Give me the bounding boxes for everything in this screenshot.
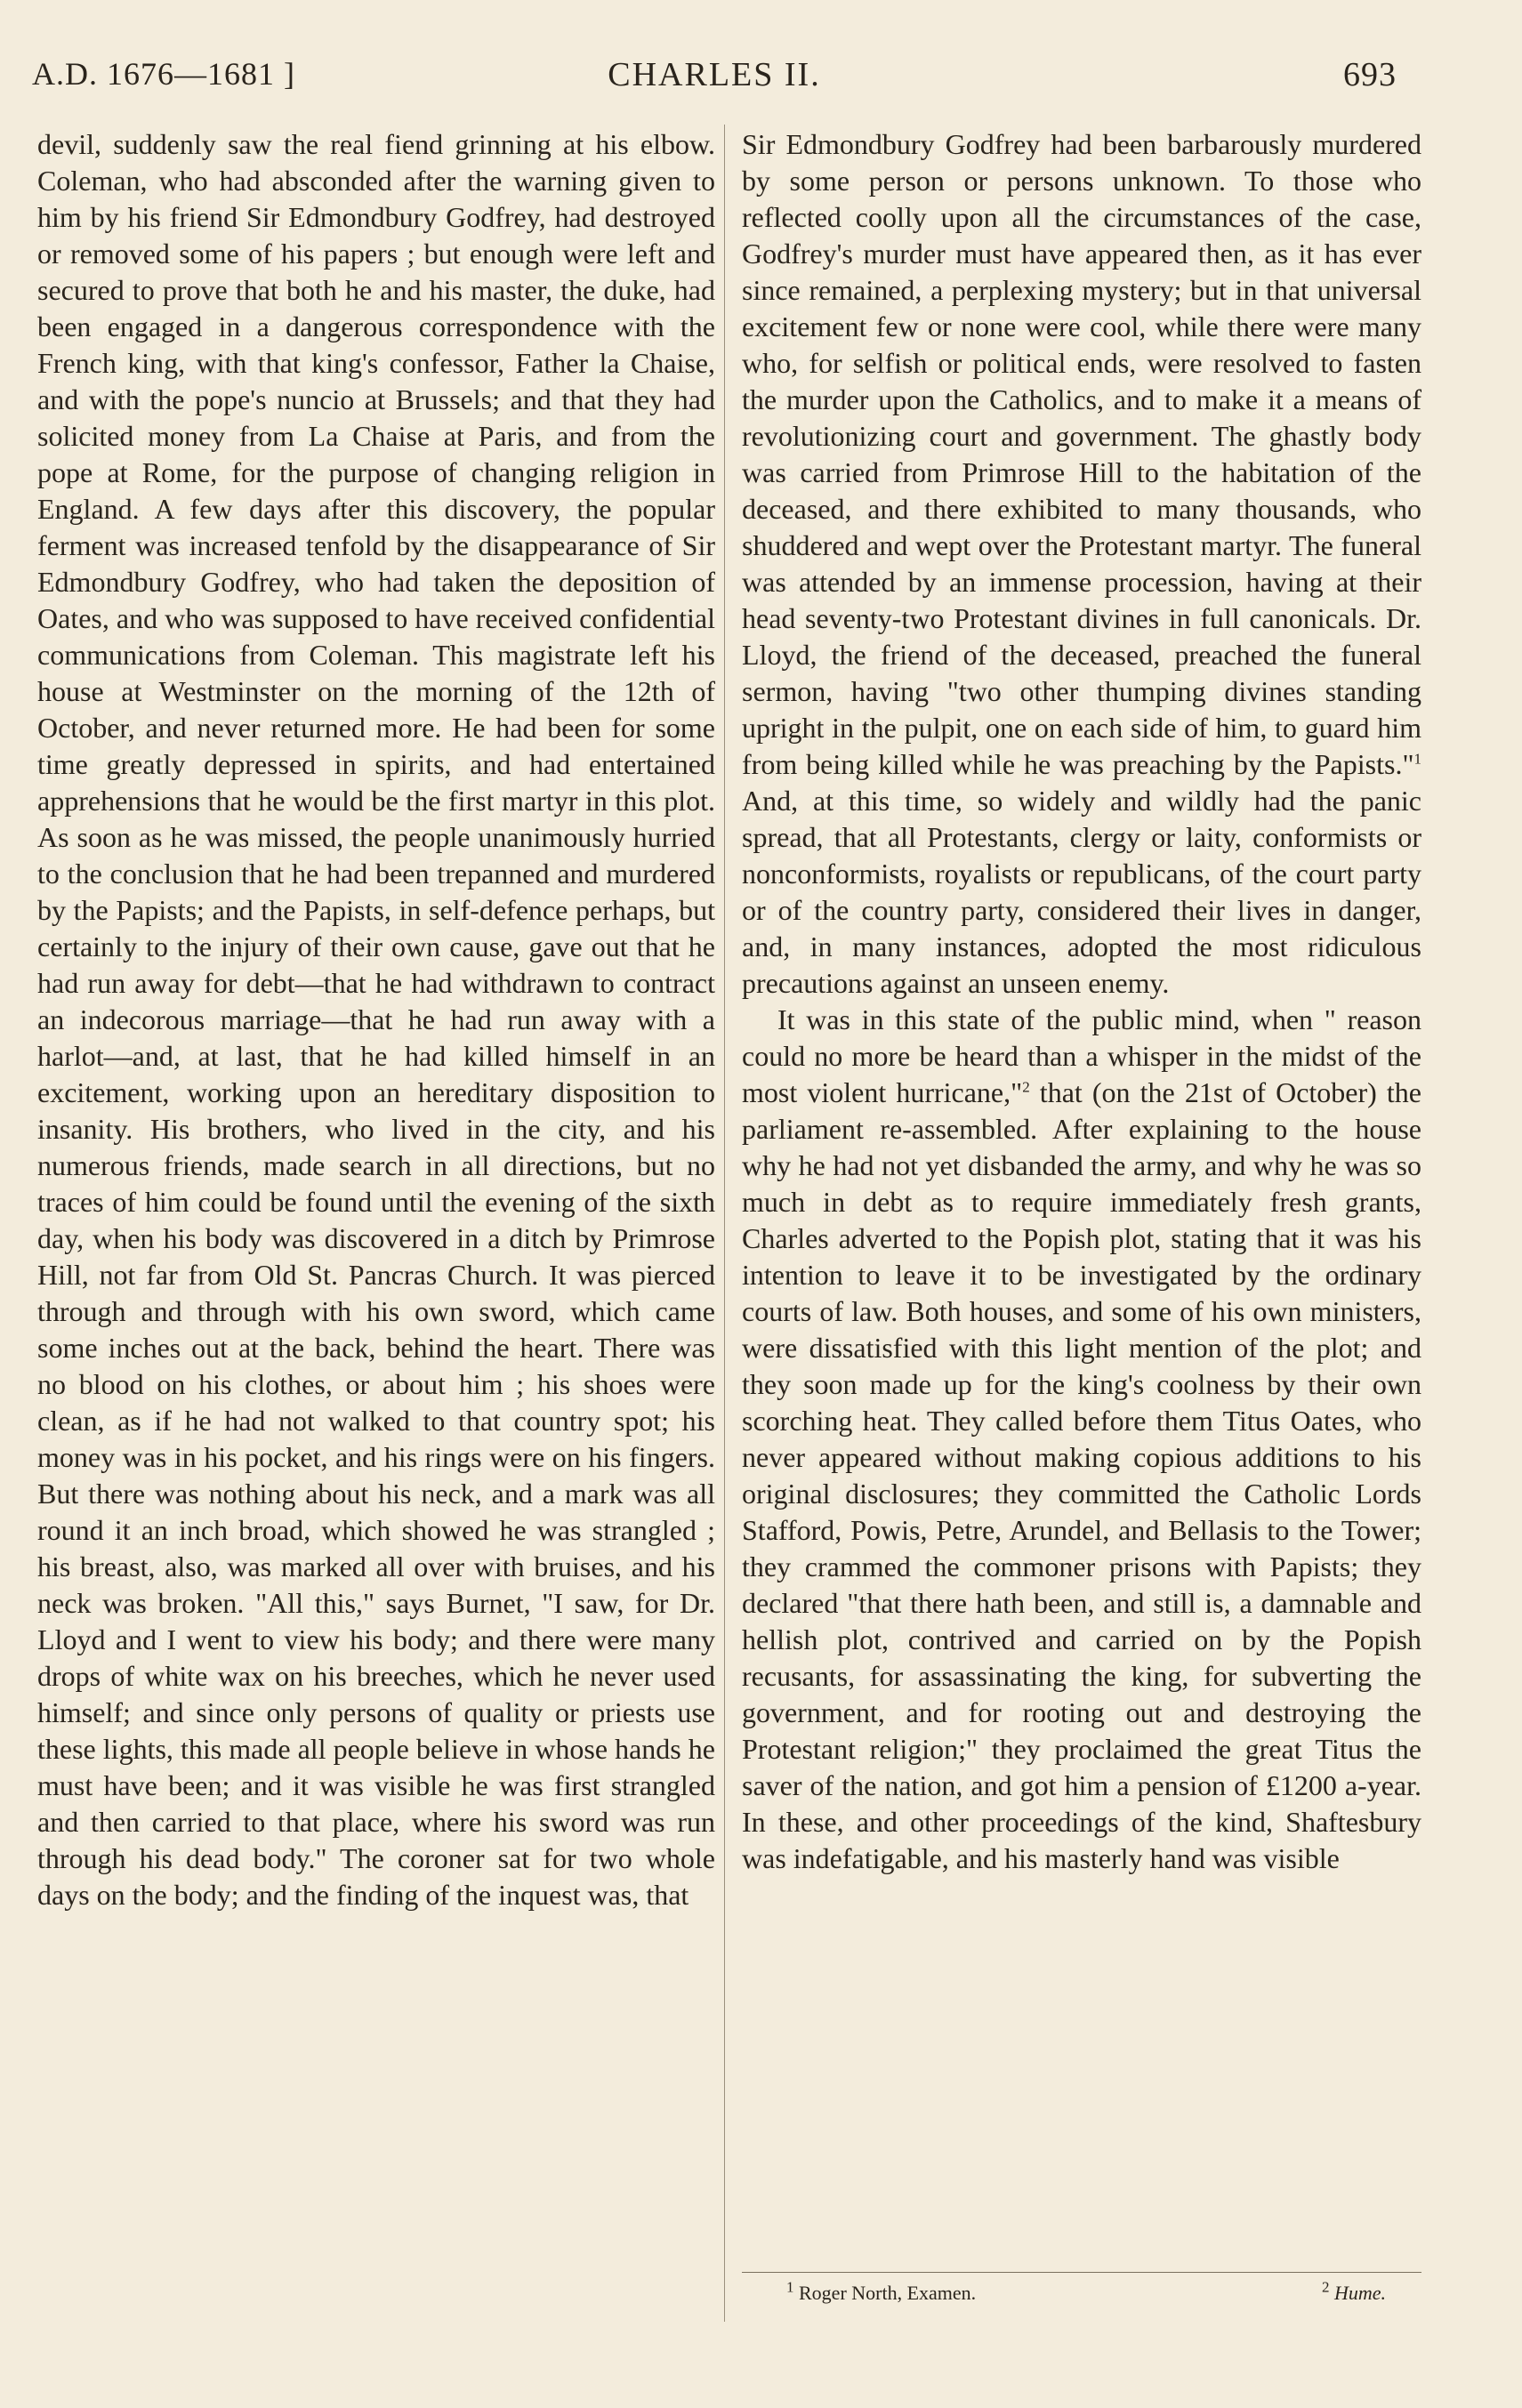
footnote-2-mark: 2 <box>1321 2278 1330 2296</box>
right-paragraph-1-text-b: And, at this time, so widely and wildly had the panic spread, that all Protestants, clergy or laity, conformists or nonconformists, royalists or republicans, of the court party or of the country party, considered their lives in danger, and, in many instances, adopted the most ridiculous precautions against an unseen enemy. <box>742 785 1421 999</box>
date-range: A.D. 1676—1681 ] <box>32 56 295 92</box>
running-header <box>32 55 1397 101</box>
left-column-text: devil, suddenly saw the real fiend grinning at his elbow. Coleman, who had absconded after the warning given to him by his friend Sir Edmondbury Godfrey, had destroyed or removed some of his papers ; but enough were left and secured to prove that both he and his master, the duke, had been engaged in a dangerous correspondence with the French king, with that king's confessor, Father la Chaise, and with the pope's nuncio at Brussels; and that they had solicited money from La Chaise at Paris, and from the pope at Rome, for the purpose of changing religion in England. A few days after this discovery, the popular ferment was increased tenfold by the disappearance of Sir Edmondbury Godfrey, who had taken the deposition of Oates, and who was supposed to have received confidential communications from Coleman. This magistrate left his house at Westminster on the morning of the 12th of October, and never returned more. He had been for some time greatly depressed in spirits, and had entertained apprehensions that he would be the first martyr in this plot. As soon as he was missed, the people unanimously hurried to the conclusion that he had been trepanned and murdered by the Papists; and the Papists, in self-defence perhaps, but certainly to the injury of their own cause, gave out that he had run away for debt—that he had withdrawn to contract an indecorous marriage—that he had run away with a harlot—and, at last, that he had killed himself in an excitement, working upon an hereditary disposition to insanity. His brothers, who lived in the city, and his numerous friends, made search in all directions, but no traces of him could be found until the evening of the sixth day, when his body was discovered in a ditch by Primrose Hill, not far from Old St. Pancras Church. It was pierced through and through with his own sword, which came some inches out at the back, behind the heart. There was no blood on his clothes, or about him ; his shoes were clean, as if he had not walked to that country spot; his money was in his pocket, and his rings were on his fingers. But there was nothing about his neck, and a mark was all round it an inch broad, which showed he was strangled ; his breast, also, was marked all over with bruises, and his neck was broken. "All this," says Burnet, "I saw, for Dr. Lloyd and I went to view his body; and there were many drops of white wax on his breeches, which he never used himself; and since only persons of quality or priests use these lights, this made all people believe in whose hands he must have been; and it was visible he was first strangled and then carried to that place, where his sword was run through his dead body." The coroner sat for two whole days on the body; and the finding of the inquest was, that <box>37 128 715 1911</box>
running-title: CHARLES II. <box>608 56 821 93</box>
footnote-1-text: Roger North, Examen. <box>799 2282 977 2304</box>
page-number: 693 <box>1343 56 1397 93</box>
footnote-rule <box>742 2272 1421 2273</box>
right-column <box>742 126 1421 1877</box>
footnote-ref-2: 2 <box>1022 1078 1030 1096</box>
right-paragraph-2-text-a: It was in this state of the public mind, when " reason could no more be heard than a whisper in the midst of the most violent hurricane," <box>742 1003 1421 1108</box>
column-divider <box>724 125 725 2322</box>
footnote-2-text: Hume. <box>1333 2282 1386 2304</box>
left-column <box>37 126 715 1913</box>
right-paragraph-1 <box>742 126 1421 1002</box>
footnote-1 <box>786 2278 977 2306</box>
right-paragraph-2-text-b: that (on the 21st of October) the parliament re-assembled. After explaining to the house why he had not yet disbanded the army, and why he was so much in debt as to require immediately fresh grants, Charles adverted to the Popish plot, stating that it was his intention to leave it to be investigated by the ordinary courts of law. Both houses, and some of his own ministers, were dissatisfied with this light mention of the plot; and they soon made up for the king's coolness by their own scorching heat. They called before them Titus Oates, who never appeared without making copious additions to his original disclosures; they committed the Catholic Lords Stafford, Powis, Petre, Arundel, and Bellasis to the Tower; they crammed the commoner prisons with Papists; they declared "that there hath been, and still is, a damnable and hellish plot, contrived and carried on by the Popish recusants, for assassinating the king, for subverting the government, and for rooting out and destroying the Protestant religion;" they proclaimed the great Titus the saver of the nation, and got him a pension of £1200 a-year. In these, and other proceedings of the kind, Shaftesbury was indefatigable, and his masterly hand was visible <box>742 1076 1422 1874</box>
right-paragraph-2 <box>742 1002 1421 1877</box>
footnote-2 <box>1321 2278 1386 2306</box>
footnote-ref-1: 1 <box>1413 750 1421 768</box>
footnote-1-mark: 1 <box>786 2278 794 2296</box>
right-paragraph-1-text-a: Sir Edmondbury Godfrey had been barbarously murdered by some person or persons unknown. To those who reflected coolly upon all the circumstances of the case, Godfrey's murder must have appeared then, as it has ever since remained, a perplexing mystery; but in that universal excitement few or none were cool, while there were many who, for selfish or political ends, were resolved to fasten the murder upon the Catholics, and to make it a means of revolutionizing court and government. The ghastly body was carried from Primrose Hill to the habitation of the deceased, and there exhibited to many thousands, who shuddered and wept over the Protestant martyr. The funeral was attended by an immense procession, having at their head seventy-two Protestant divines in full canonicals. Dr. Lloyd, the friend of the deceased, preached the funeral sermon, having "two other thumping divines standing upright in the pulpit, one on each side of him, to guard him from being killed while he was preaching by the Papists." <box>742 128 1421 780</box>
